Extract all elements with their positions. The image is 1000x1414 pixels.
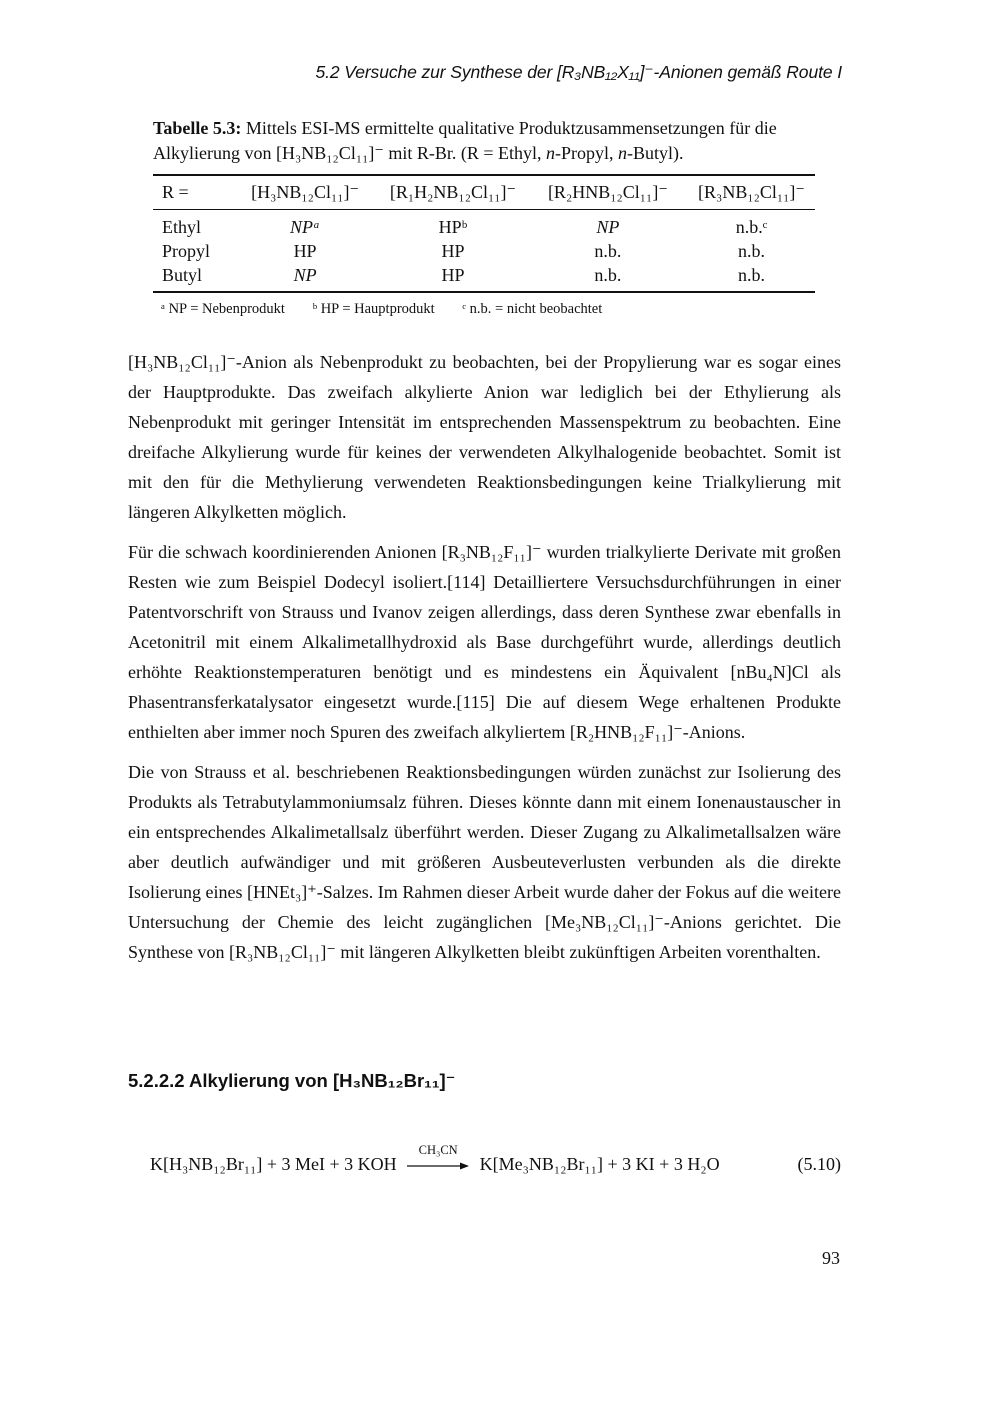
body-text [128, 347, 841, 977]
running-header: 5.2 Versuche zur Synthese der [R₃NB₁₂X₁₁]⁻-Anionen gemäß Route I [315, 62, 842, 82]
paragraph: Für die schwach koordinierenden Anionen [R₃NB₁₂F₁₁]⁻ wurden trialkylierte Derivate mit großen Resten wie zum Beispiel Dodecyl isoliert.[114] Detailliertere Versuchsdurchführungen in einer Patentvorschrift von Strauss und Ivanov zeigen allerdings, dass deren Synthese zwar ebenfalls in Acetonitril mit einem Alkalimetallhydroxid als Base durchgeführt wurde, allerdings deutlich erhöhte Reaktionstemperaturen benötigt und es mindestens ein Äquivalent [nBu₄N]Cl als Phasentransferkatalysator eingesetzt wurde.[115] Die auf diesem Wege erhaltenen Produkte enthielten aber immer noch Spuren des zweifach alkyliertem [R₂HNB₁₂F₁₁]⁻-Anions. [128, 542, 841, 742]
table-header-row [153, 175, 815, 210]
table-caption: Tabelle 5.3: Mittels ESI-MS ermittelte qualitative Produktzusammensetzungen für die Alkylierung von [H₃NB₁₂Cl₁₁]⁻ mit R-Br. (R = Ethyl, n-Propyl, n-Butyl). [153, 118, 777, 163]
reaction-equation [128, 1142, 841, 1182]
reaction-arrow [407, 1142, 469, 1175]
table-caption-text: Mittels ESI-MS ermittelte qualitative Produktzusammensetzungen für die Alkylierung von [H₃NB₁₂Cl₁₁]⁻ mit R-Br. (R = Ethyl, [153, 118, 777, 163]
results-table [153, 174, 815, 293]
header-cell: R = [153, 175, 232, 210]
table-caption-label: Tabelle 5.3: [153, 118, 242, 138]
footnote-c: ᶜ n.b. = nicht beobachtet [462, 301, 603, 317]
row-label: Propyl [162, 241, 211, 261]
equation-rhs: K[Me₃NB₁₂Br₁₁] + 3 KI + 3 H₂O [479, 1154, 720, 1174]
row-label: Ethyl [162, 217, 201, 237]
row-label: Butyl [153, 263, 232, 292]
table-cell: NP [232, 263, 369, 292]
table-cell: n.b. [594, 241, 622, 261]
equation-lhs: K[H₃NB₁₂Br₁₁] + 3 MeI + 3 KOH [150, 1154, 397, 1174]
header-cell: [R₃NB₁₂Cl₁₁]⁻ [679, 175, 815, 210]
table-footnotes [161, 301, 626, 318]
table-row [153, 263, 815, 292]
section-heading: 5.2.2.2 Alkylierung von [H₃NB₁₂Br₁₁]⁻ [128, 1070, 456, 1091]
paragraph: [H₃NB₁₂Cl₁₁]⁻-Anion als Nebenprodukt zu beobachten, bei der Propylierung war es sogar eines der Hauptprodukte. Das zweifach alkylierte Anion war lediglich bei der Ethylierung als Nebenprodukt mit geringer Intensität im entsprechenden Massenspektrum zu beobachten. Eine dreifache Alkylierung wurde für keines der verwendeten Alkylhalogenide beobachtet. Somit ist mit den für die Methylierung verwendeten Reaktionsbedingungen keine Trialkylierung mit längeren Alkylketten möglich. [128, 352, 841, 522]
footnote-b: ᵇ HP = Hauptprodukt [312, 301, 435, 317]
footnote-a: ᵃ NP = Nebenprodukt [161, 301, 285, 317]
arrow-icon [407, 1160, 469, 1172]
equation-number: (5.10) [797, 1154, 841, 1174]
table-cell: HP [369, 263, 528, 292]
header-cell: [R₁H₂NB₁₂Cl₁₁]⁻ [369, 175, 528, 210]
paragraph: Die von Strauss et al. beschriebenen Reaktionsbedingungen würden zunächst zur Isolierung des Produkts als Tetrabutylammoniumsalz führen. Dieses könnte dann mit einem Ionenaustauscher in ein entsprechendes Alkalimetallsalz überführt werden. Dieser Zugang zu Alkalimetallsalzen wäre aber deutlich aufwändiger und mit größeren Ausbeuteverlusten verbunden als die direkte Isolierung eines [HNEt₃]⁺-Salzes. Im Rahmen dieser Arbeit wurde daher der Fokus auf die weitere Untersuchung der Chemie des leicht zugänglichen [Me₃NB₁₂Cl₁₁]⁻-Anions gerichtet. Die Synthese von [R₃NB₁₂Cl₁₁]⁻ mit längeren Alkylketten bleibt zukünftigen Arbeiten vorenthalten. [128, 762, 841, 962]
table-cell: n.b. [679, 263, 815, 292]
table-cell: n.b. [528, 263, 679, 292]
header-cell: [H₃NB₁₂Cl₁₁]⁻ [232, 175, 369, 210]
table-row [153, 239, 815, 263]
table-cell: HP [293, 241, 317, 261]
table-cell: HPᵇ [438, 217, 468, 237]
table-cell: n.b. [738, 241, 765, 261]
header-cell: [R₂HNB₁₂Cl₁₁]⁻ [528, 175, 679, 210]
page-number: 93 [822, 1248, 840, 1268]
table-cell: HP [441, 241, 465, 261]
table-row [153, 210, 815, 240]
table-cell: NPᵃ [289, 217, 321, 237]
table-cell: NP [596, 217, 620, 237]
table-cell: n.b.ᶜ [735, 217, 768, 237]
arrow-label: CH₃CN [418, 1142, 458, 1157]
